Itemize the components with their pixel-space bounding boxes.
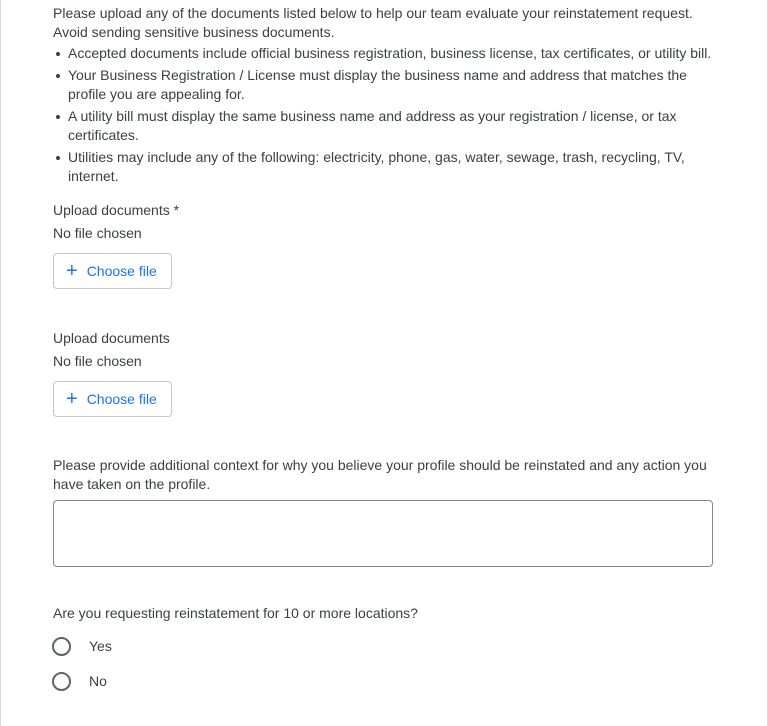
choose-file-label: Choose file (86, 391, 157, 407)
list-item (53, 44, 721, 63)
additional-context-section (53, 456, 721, 567)
document-requirements-list (53, 44, 721, 186)
bullet-icon (56, 52, 60, 56)
choose-file-button[interactable] (53, 381, 172, 417)
file-status-text: No file chosen (53, 353, 142, 369)
list-item (53, 148, 721, 186)
bullet-icon (56, 115, 60, 119)
upload-documents-required-label: Upload documents * (53, 202, 180, 218)
bullet-icon (56, 74, 60, 78)
plus-icon: + (66, 260, 78, 282)
radio-unchecked-icon[interactable] (52, 637, 71, 656)
bullet-icon (56, 156, 60, 160)
radio-unchecked-icon[interactable] (52, 672, 71, 691)
plus-icon: + (66, 388, 78, 410)
radio-option-yes[interactable] (53, 635, 721, 657)
upload-documents-label: Upload documents (53, 330, 170, 346)
choose-file-button[interactable] (53, 253, 172, 289)
locations-question-label: Are you requesting reinstatement for 10 or more locations? (53, 605, 418, 621)
reinstatement-form (53, 4, 721, 692)
list-item (53, 66, 721, 104)
list-item-text: Accepted documents include official business registration, business license, tax certificates, or utility bill. (68, 45, 712, 61)
choose-file-label: Choose file (86, 263, 157, 279)
list-item-text: Your Business Registration / License must display the business name and address that matches the profile you are appealing for. (68, 67, 687, 102)
locations-question-section (53, 604, 721, 692)
list-item-text: A utility bill must display the same business name and address as your registration / license, or tax certificates. (68, 108, 677, 143)
radio-label-yes: Yes (89, 638, 112, 654)
upload-documents-optional-section (53, 329, 721, 417)
additional-context-textarea[interactable] (53, 500, 713, 567)
radio-option-no[interactable] (53, 670, 721, 692)
radio-label-no: No (89, 673, 107, 689)
list-item (53, 107, 721, 145)
intro-text: Please upload any of the documents listed below to help our team evaluate your reinstatement request. Avoid sending sensitive business documents. (53, 5, 693, 40)
file-status-text: No file chosen (53, 225, 142, 241)
list-item-text: Utilities may include any of the following: electricity, phone, gas, water, sewage, trash, recycling, TV, internet. (68, 149, 685, 184)
upload-documents-required-section (53, 201, 721, 289)
additional-context-label: Please provide additional context for why you believe your profile should be reinstated and any action you have taken on the profile. (53, 457, 707, 492)
